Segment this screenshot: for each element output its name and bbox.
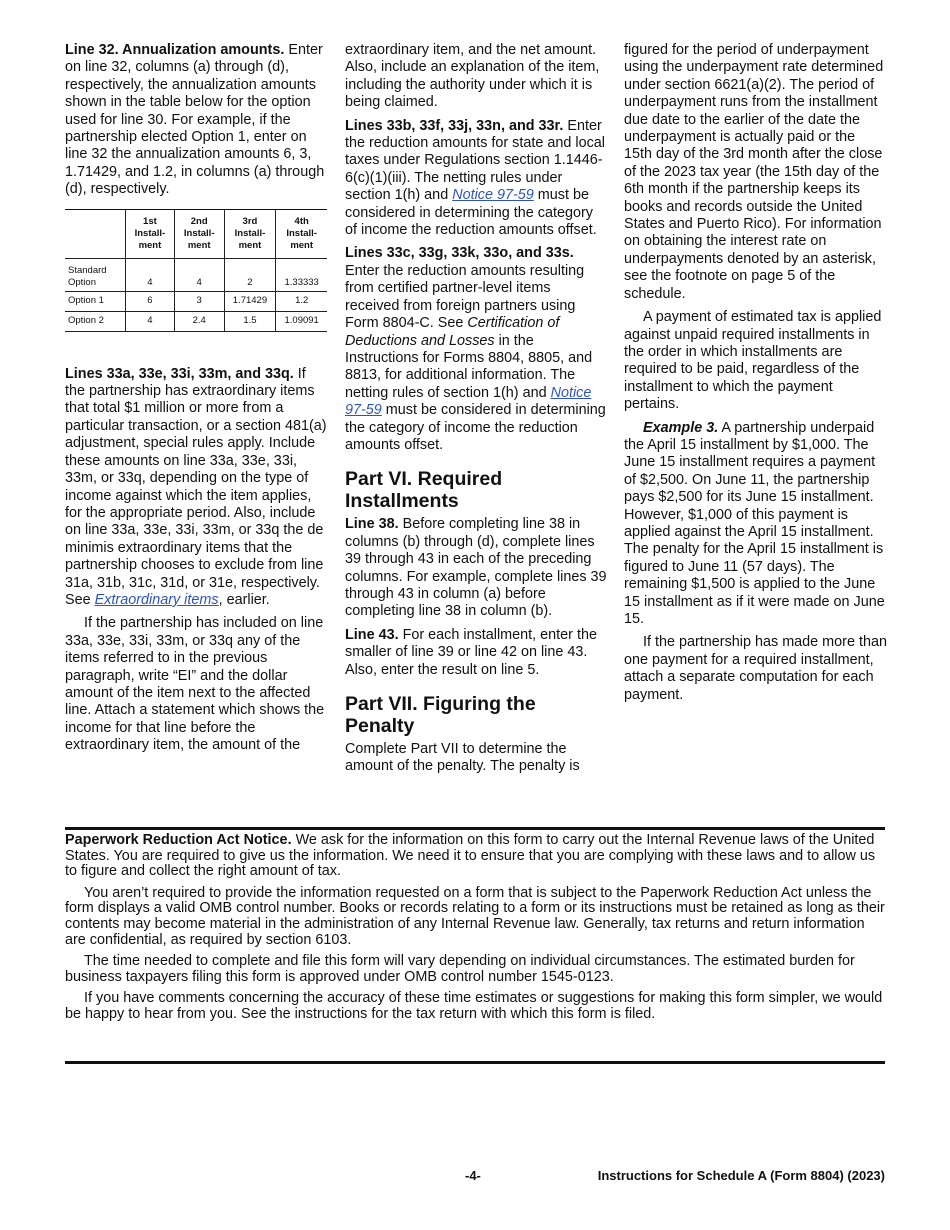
line-32-text: Enter on line 32, columns (a) through (d), respectively, the annualization amounts shown in the table below for the option used for line 30. For example, if the partnership elected Option 1, enter on line 32 the annualization amounts 6, 3, 1.71429, and 1.2, in columns (a) through (d), respectively. bbox=[65, 42, 325, 198]
column-3 bbox=[624, 42, 887, 710]
table-header: 2nd Install-ment bbox=[174, 209, 224, 258]
lines-33a-tail: , earlier. bbox=[218, 591, 270, 608]
table-cell: 6 bbox=[126, 291, 175, 311]
part-7-title: Part VII. Figuring the Penalty bbox=[345, 693, 536, 737]
line-43-heading: Line 43. bbox=[345, 626, 399, 643]
table-row bbox=[65, 291, 327, 311]
table-cell: 1.2 bbox=[276, 291, 327, 311]
table-corner-cell bbox=[65, 209, 126, 258]
lines-33c-heading: Lines 33c, 33g, 33k, 33o, and 33s. bbox=[345, 245, 574, 262]
part-7-text: Complete Part VII to determine the amount of the penalty. The penalty is bbox=[345, 741, 580, 775]
part-6-title: Part VI. Required Installments bbox=[345, 468, 503, 513]
notice-97-59-link[interactable]: Notice 97-59 bbox=[452, 187, 534, 204]
line-38-paragraph bbox=[345, 516, 607, 620]
extraordinary-items-link[interactable]: Extraordinary items bbox=[94, 591, 219, 608]
lines-33c-text: Enter the reduction amounts resulting from certified partner-level items received from foreign partners using Form 8804-C. See bbox=[345, 262, 585, 332]
lines-33a-paragraph bbox=[65, 366, 328, 610]
lines-33c-text-2: in the Instructions for Forms 8804, 8805, and 8813, for additional information. The netting rules of section 1(h) and bbox=[345, 332, 593, 401]
notice-bottom-rule bbox=[65, 1061, 885, 1064]
col2-continuation: extraordinary item, and the net amount. Also, include an explanation of the item, including the authority under which it is being claimed. bbox=[345, 42, 600, 111]
table-row bbox=[65, 311, 327, 331]
notice-paragraph-1 bbox=[65, 833, 885, 880]
table-header: 3rd Install-ment bbox=[224, 209, 276, 258]
notice-text-1: We ask for the information on this form to carry out the Internal Revenue laws of the United States. You are required to give us the information. We need it to ensure that you are complying with these laws and to allow us to figure and collect the right amount of tax. bbox=[65, 832, 876, 880]
lines-33b-tail: must be considered in determining the category of income the reduction amounts offset. bbox=[345, 187, 597, 239]
notice-top-rule bbox=[65, 827, 885, 830]
column-2 bbox=[345, 42, 607, 782]
notice-paragraph-3: The time needed to complete and file this form will vary depending on individual circumstances. The estimated burden for business taxpayers filing this form is approved under OMB control number 1545-0123. bbox=[65, 953, 855, 985]
table-row bbox=[65, 258, 327, 291]
notice-heading: Paperwork Reduction Act Notice. bbox=[65, 832, 292, 848]
lines-33b-paragraph bbox=[345, 118, 607, 240]
lines-33b-text: Enter the reduction amounts for state and local taxes under Regulations section 1.1446-6(c)(1)(iii). The netting rules under section 1(h) and bbox=[345, 117, 605, 204]
line-32-heading: Line 32. Annualization amounts. bbox=[65, 42, 285, 58]
example-3-text: A partnership underpaid the April 15 installment by $1,000. The June 15 installment requires a payment of $2,500. On June 11, the partnership pays $2,500 for its June 15 installment. However, $1,000 of this payment is applied against the April 15 installment. The penalty for the April 15 installment is figured to June 11 (57 days). The remaining $1,500 is applied to the June 15 installment as if it were made on June 15. bbox=[624, 419, 885, 627]
row-label: Standard Option bbox=[65, 258, 126, 291]
lines-33a-text: If the partnership has extraordinary items that total $1 million or more from a particular transaction, or a section 481(a) adjustment, special rules apply. Include these amounts on line 33a, 33e, 33i, 33m, or 33q, depending on the type of income against which the item applies, for the appropriate period. Also, include on line 33a, 33e, 33i, 33m, or 33q the de minimis extraordinary items that the partnership chooses to exclude from line 31a, 31b, 31c, 31d, or 31e, respectively. See bbox=[65, 365, 327, 608]
line-43-text: For each installment, enter the smaller of line 39 or line 42 on line 43. Also, enter the result on line 5. bbox=[345, 626, 597, 678]
paperwork-notice bbox=[65, 833, 885, 1029]
table-cell: 2 bbox=[224, 258, 276, 291]
table-cell: 1.09091 bbox=[276, 311, 327, 331]
notice-paragraph-2: You aren’t required to provide the information requested on a form that is subject to the Paperwork Reduction Act unless the form displays a valid OMB control number. Books or records relating to a form or its instructions must be retained as long as their contents may become material in the administration of any Internal Revenue law. Generally, tax returns and return information are confidential, as required by section 6103. bbox=[65, 884, 885, 948]
line-32-paragraph bbox=[65, 42, 328, 199]
example-3-heading: Example 3. bbox=[643, 419, 719, 436]
table-cell: 1.5 bbox=[224, 311, 276, 331]
row-label: Option 2 bbox=[65, 311, 126, 331]
table-cell: 2.4 bbox=[174, 311, 224, 331]
table-cell: 4 bbox=[126, 258, 175, 291]
certification-reference: Certification of Deductions and Losses bbox=[345, 315, 560, 349]
table-cell: 1.71429 bbox=[224, 291, 276, 311]
lines-33c-paragraph bbox=[345, 245, 607, 454]
line-43-paragraph bbox=[345, 627, 607, 679]
payment-paragraph: A payment of estimated tax is applied against unpaid required installments in the order in which installments are required to be paid, regardless of the installment to which the payment pertains. bbox=[624, 309, 882, 413]
ei-paragraph: If the partnership has included on line 33a, 33e, 33i, 33m, or 33q any of the items referred to in the previous paragraph, write “EI” and the dollar amount of the item next to the affected line. Attach a statement which shows the income for that line before the extraordinary item, the amount of the bbox=[65, 615, 325, 754]
notice-paragraph-4: If you have comments concerning the accuracy of these time estimates or suggestions for making this form simpler, we would be happy to hear from you. See the instructions for the tax return with which this form is filed. bbox=[65, 990, 883, 1022]
multiple-payments-paragraph: If the partnership has made more than one payment for a required installment, attach a separate computation for each payment. bbox=[624, 634, 887, 703]
table-cell: 4 bbox=[126, 311, 175, 331]
annualization-table bbox=[65, 209, 327, 332]
table-header: 1st Install-ment bbox=[126, 209, 175, 258]
table-cell: 3 bbox=[174, 291, 224, 311]
lines-33c-tail: must be considered in determining the category of income the reduction amounts offset. bbox=[345, 402, 606, 453]
table-cell: 4 bbox=[174, 258, 224, 291]
lines-33b-heading: Lines 33b, 33f, 33j, 33n, and 33r. bbox=[345, 117, 564, 134]
page-number: -4- bbox=[465, 1168, 481, 1183]
lines-33a-heading: Lines 33a, 33e, 33i, 33m, and 33q. bbox=[65, 365, 294, 382]
col3-continuation: figured for the period of underpayment using the underpayment rate determined under section 6621(a)(2). The period of underpayment runs from the installment due date to the earlier of the date the underpayment is actually paid or the 15th day of the 3rd month after the close of the 2023 tax year (the 15th day of the 6th month if the partnership keeps its books and records outside the United States and Puerto Rico). For information on obtaining the interest rate on underpayments denoted by an asterisk, see the footnote on page 5 of the schedule. bbox=[624, 42, 884, 302]
table-cell: 1.33333 bbox=[276, 258, 327, 291]
row-label: Option 1 bbox=[65, 291, 126, 311]
column-1 bbox=[65, 42, 328, 761]
line-38-heading: Line 38. bbox=[345, 516, 399, 533]
table-header: 4th Install-ment bbox=[276, 209, 327, 258]
example-3-paragraph bbox=[624, 420, 887, 629]
notice-97-59-link-2[interactable]: Notice 97-59 bbox=[345, 384, 592, 419]
footer-document-title: Instructions for Schedule A (Form 8804) (2023) bbox=[597, 1168, 885, 1183]
line-38-text: Before completing line 38 in columns (b) through (d), complete lines 39 through 43 in each of the preceding columns. For example, complete lines 39 through 43 in column (a) before completing line 38 in column (b). bbox=[345, 516, 607, 620]
